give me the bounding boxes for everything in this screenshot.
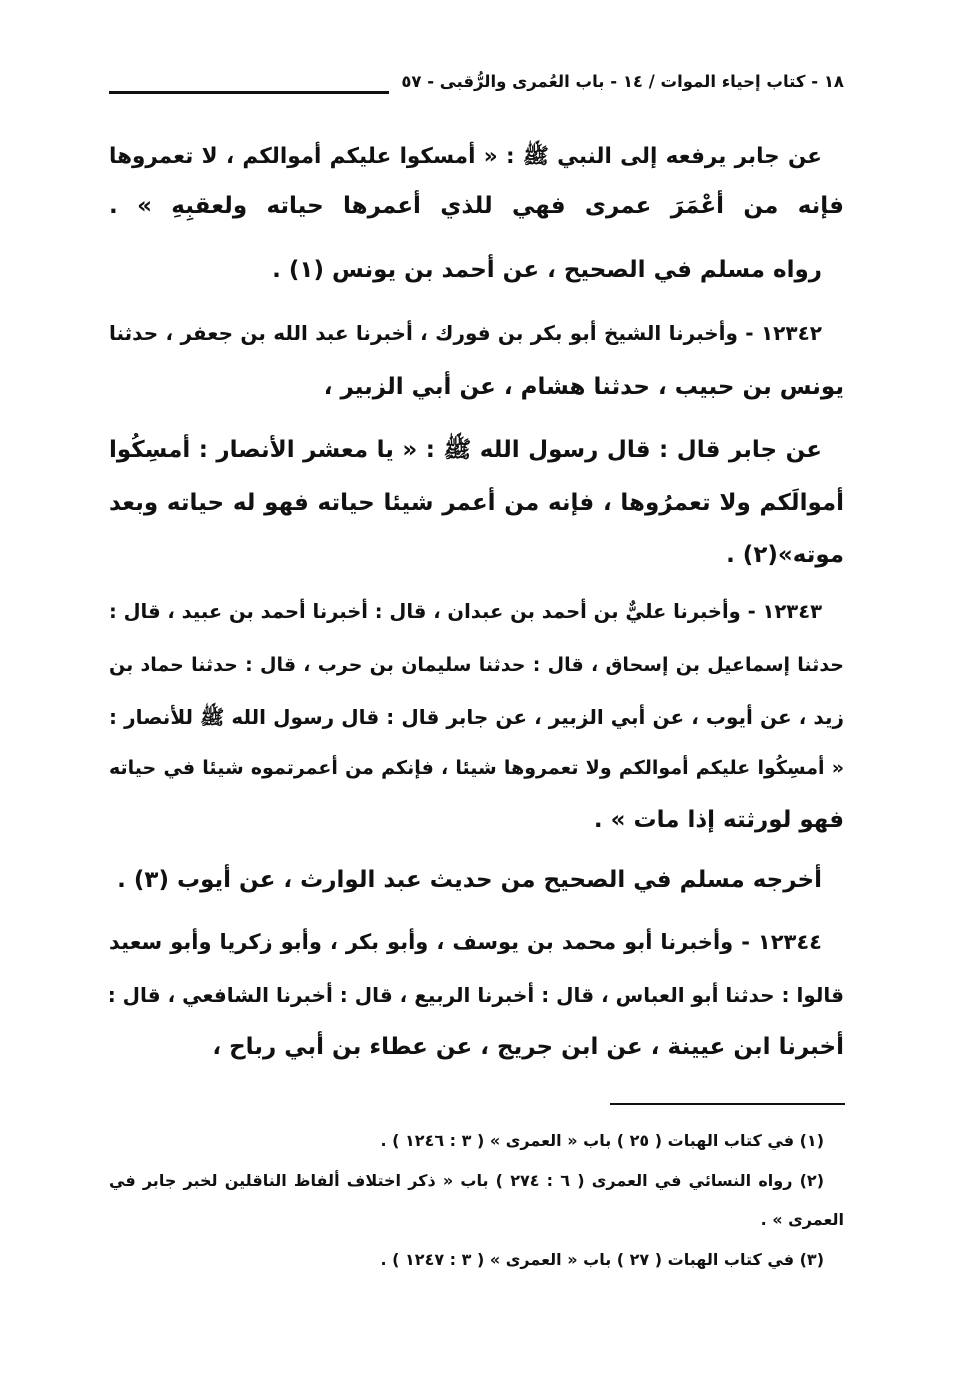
footnote-line: (١) في كتاب الهبات ( ٢٥ ) باب « العمرى » ( ٣ : ١٢٤٦ ) .	[380, 1131, 824, 1150]
text-line: أموالَكم ولا تعمرُوها ، فإنه من أعمر شيئا حياته فهو له حياته وبعد	[109, 490, 844, 516]
footnote-line: (٢) رواه النسائي في العمرى ( ٦ : ٢٧٤ ) باب « ذكر اختلاف ألفاظ الناقلين لخبر جابر في	[109, 1171, 824, 1190]
text-line: أخرجه مسلم في الصحيح من حديث عبد الوارث ، عن أيوب (٣) .	[117, 867, 822, 893]
text-line: موته»(٢) .	[726, 542, 844, 568]
text-line: « أمسِكُوا عليكم أموالكم ولا تعمروها شيئا ، فإنكم من أعمرتموه شيئا في حياته	[109, 757, 844, 779]
header-title: ١٨ - كتاب إحياء الموات / ١٤ - باب العُمرى والرُّقبى - ٥٧	[401, 72, 844, 91]
text-line: عن جابر قال : قال رسول الله ﷺ : « يا معشر الأنصار : أمسِكُوا	[109, 437, 822, 463]
footnote-rule	[610, 1103, 845, 1105]
text-line: يونس بن حبيب ، حدثنا هشام ، عن أبي الزبير ،	[323, 374, 844, 400]
text-line: أخبرنا ابن عيينة ، عن ابن جريج ، عن عطاء بن أبي رباح ،	[212, 1034, 844, 1060]
text-line: فهو لورثته إذا مات » .	[593, 807, 844, 833]
text-line: ١٢٣٤٤ - وأخبرنا أبو محمد بن يوسف ، وأبو بكر ، وأبو زكريا وأبو سعيد	[109, 930, 822, 954]
footnote-line: (٣) في كتاب الهبات ( ٢٧ ) باب « العمرى » ( ٣ : ١٢٤٧ ) .	[380, 1250, 824, 1269]
text-line: زيد ، عن أيوب ، عن أبي الزبير ، عن جابر قال : قال رسول الله ﷺ للأنصار :	[109, 705, 844, 729]
text-line: فإنه من أعْمَرَ عمرى فهي للذي أعمرها حياته ولعقبِهِ » .	[109, 193, 844, 219]
text-line: قالوا : حدثنا أبو العباس ، قال : أخبرنا الربيع ، قال : أخبرنا الشافعي ، قال :	[107, 983, 844, 1007]
running-header	[109, 70, 844, 104]
header-rule	[109, 91, 389, 94]
text-line: عن جابر يرفعه إلى النبي ﷺ : « أمسكوا عليكم أموالكم ، لا تعمروها	[109, 144, 822, 169]
text-line: حدثنا إسماعيل بن إسحاق ، قال : حدثنا سليمان بن حرب ، قال : حدثنا حماد بن	[109, 654, 844, 676]
text-line: ١٢٣٤٣ - وأخبرنا عليٌّ بن أحمد بن عبدان ، قال : أخبرنا أحمد بن عبيد ، قال :	[109, 600, 822, 623]
text-line: رواه مسلم في الصحيح ، عن أحمد بن يونس (١) .	[272, 257, 822, 283]
footnote-line: العمرى » .	[760, 1210, 844, 1229]
text-line: ١٢٣٤٢ - وأخبرنا الشيخ أبو بكر بن فورك ، أخبرنا عبد الله بن جعفر ، حدثنا	[109, 321, 822, 345]
